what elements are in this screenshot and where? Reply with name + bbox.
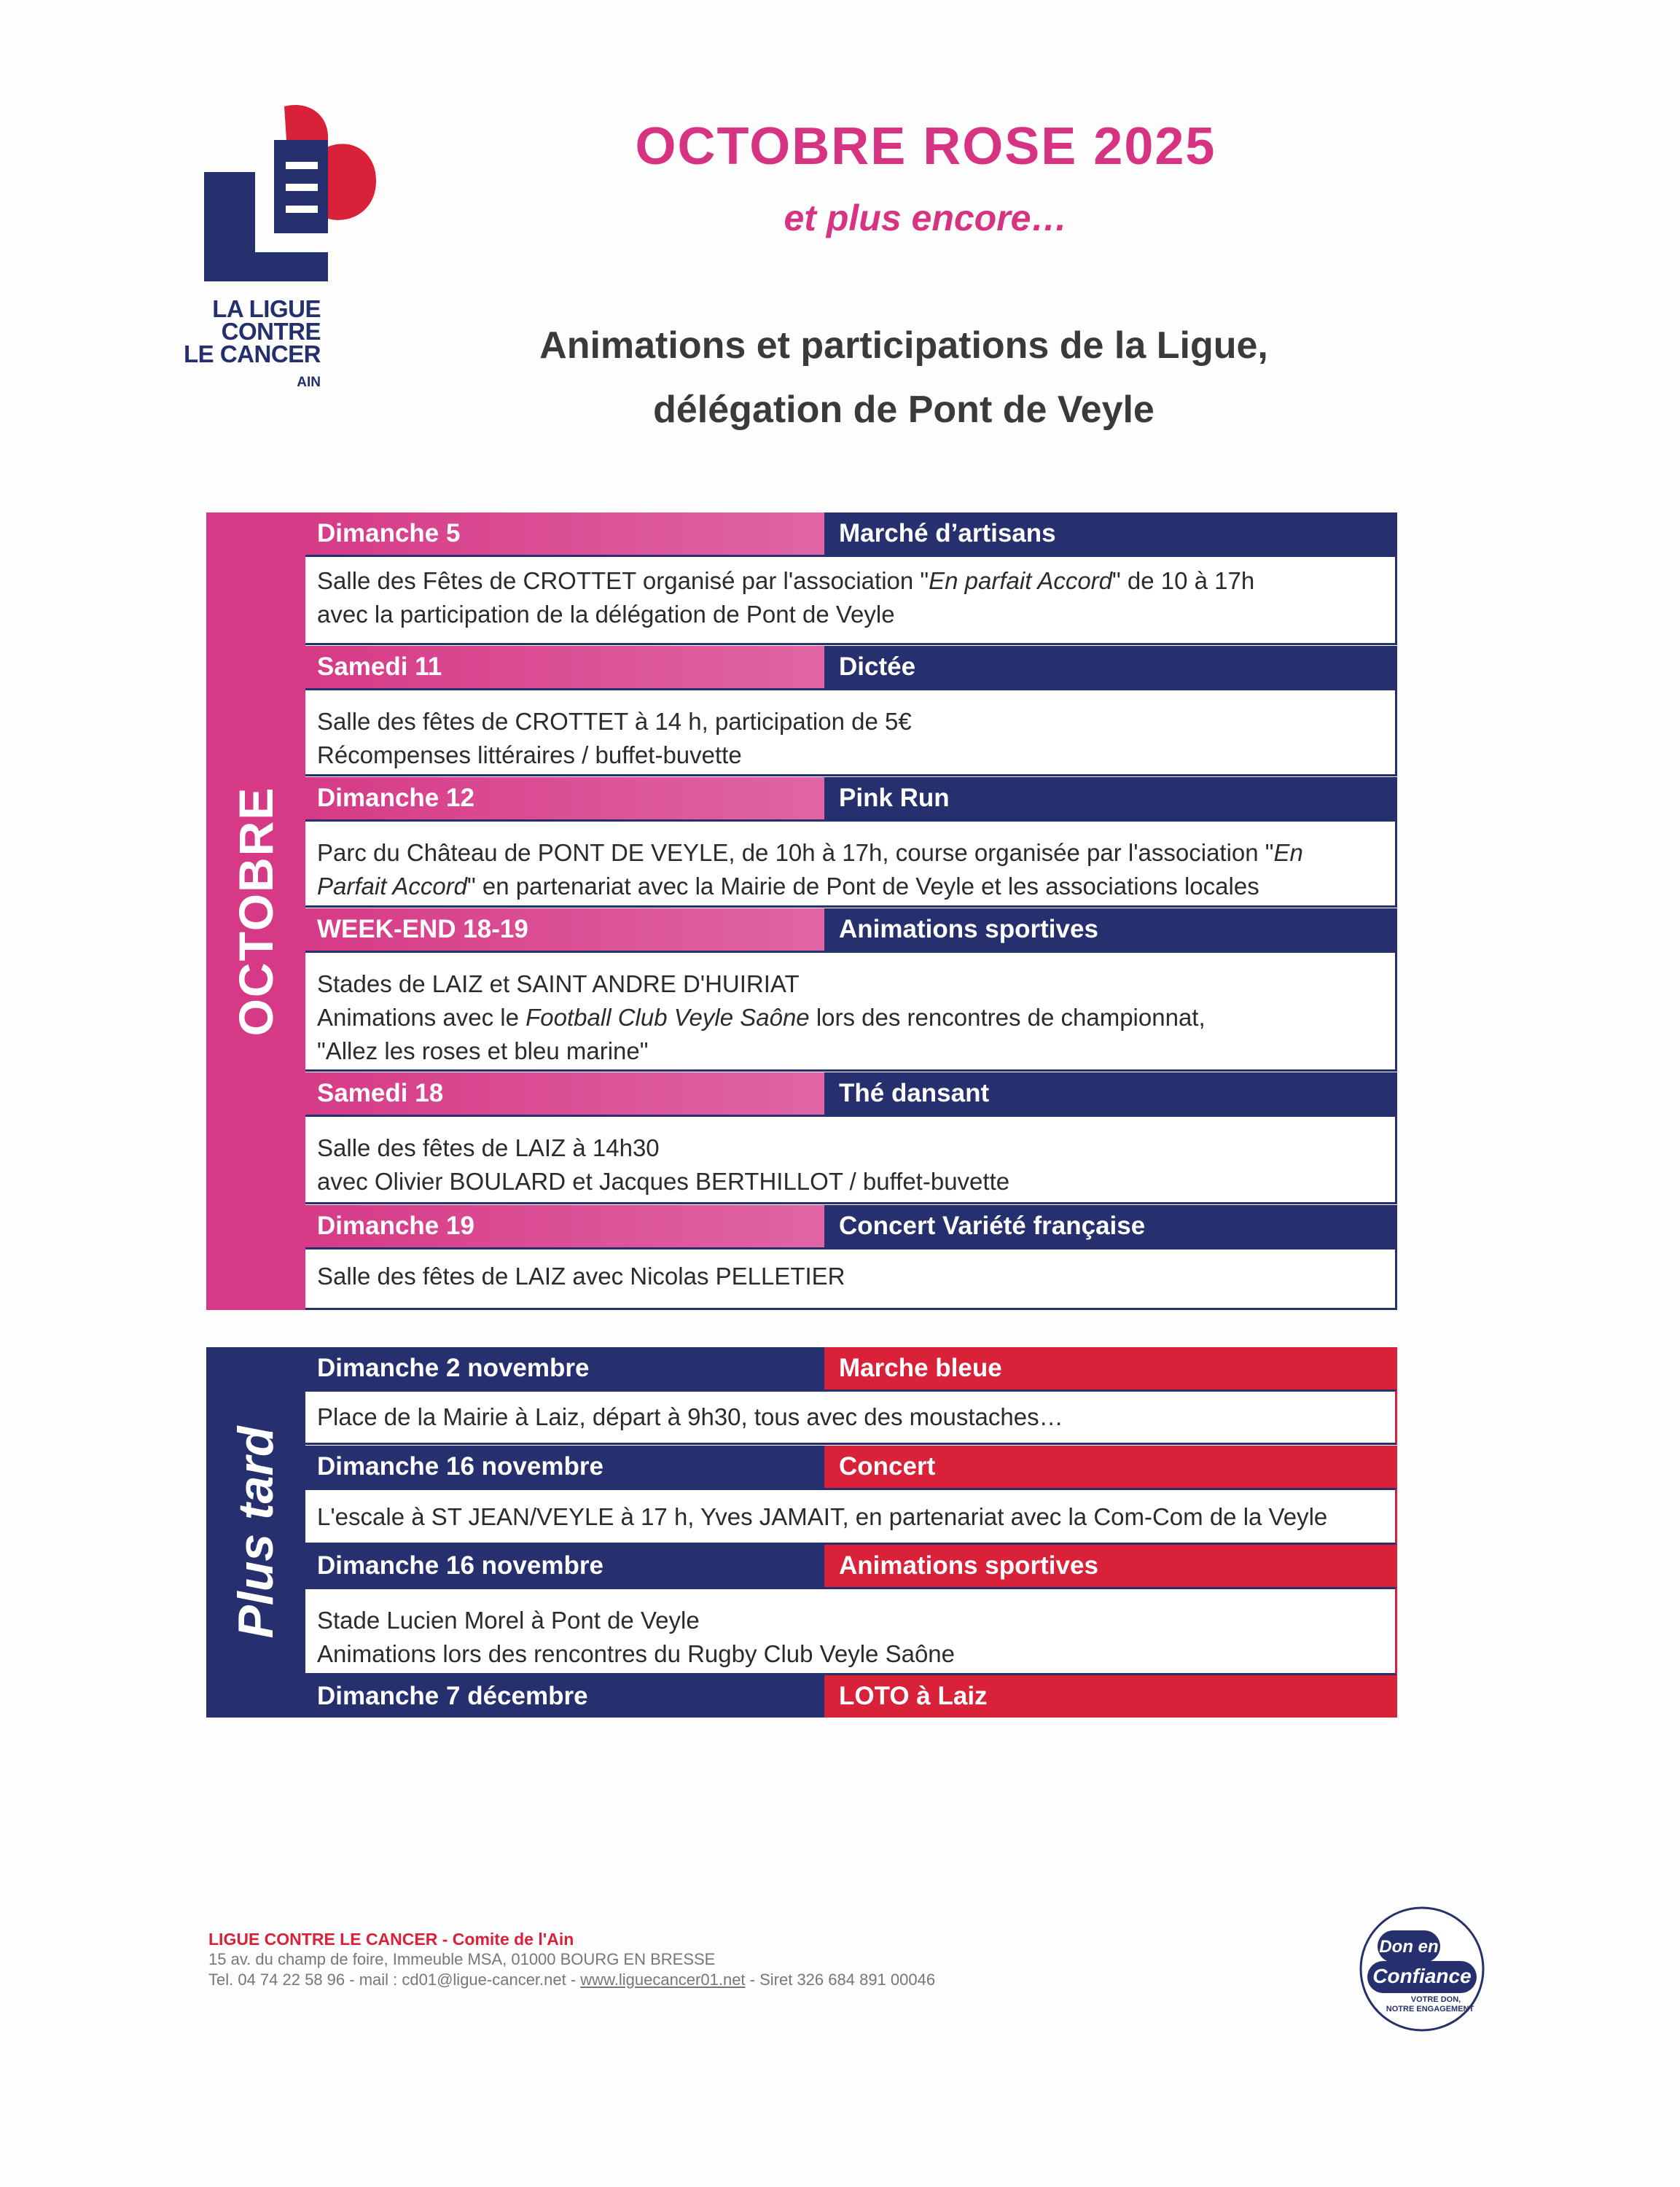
event-detail-text: Salle des fêtes de LAIZ à 14h30	[317, 1134, 660, 1161]
event-name: Marché d’artisans	[824, 512, 1397, 555]
ligue-heart-logo-icon	[204, 102, 386, 284]
event-detail-text: " de 10 à 17h	[1112, 567, 1255, 594]
event-details	[305, 1247, 1397, 1310]
later-schedule	[206, 1347, 1397, 1718]
event-header	[305, 512, 1397, 555]
event-detail-line	[317, 1500, 1395, 1534]
event-detail-line	[317, 967, 1395, 1001]
event-name: Concert	[824, 1446, 1397, 1488]
event-detail-italic: Parfait Accord	[317, 873, 468, 900]
event-detail-line	[317, 836, 1395, 870]
event-date: Dimanche 12	[305, 777, 824, 819]
event-details	[305, 819, 1397, 908]
event-date: Dimanche 19	[305, 1205, 824, 1247]
event-detail-line	[317, 1260, 1395, 1293]
event-details	[305, 1587, 1397, 1675]
badge-line-1: Don en	[1379, 1937, 1439, 1957]
event-date: Samedi 18	[305, 1072, 824, 1115]
event-header	[305, 1675, 1397, 1718]
event-detail-line	[317, 1604, 1395, 1637]
event-detail-line	[317, 564, 1395, 598]
event-detail-line	[317, 738, 1395, 772]
event-detail-text: Parc du Château de PONT DE VEYLE, de 10h à 17h, course organisée par l'association "	[317, 839, 1274, 866]
event-header	[305, 908, 1397, 951]
event-detail-line	[317, 1131, 1395, 1165]
badge-line-3: VOTRE DON,	[1410, 1995, 1461, 2004]
event-detail-text: Place de la Mairie à Laiz, départ à 9h30, tous avec des moustaches…	[317, 1403, 1063, 1430]
footer-siret: - Siret 326 684 891 00046	[745, 1970, 936, 1989]
event-detail-line	[317, 1637, 1395, 1671]
event-detail-text: Salle des fêtes de CROTTET à 14 h, participation de 5€	[317, 708, 912, 735]
event-detail-text: " en partenariat avec la Mairie de Pont de Veyle et les associations locales	[467, 873, 1259, 900]
later-side-band	[206, 1347, 305, 1718]
event-detail-text: Stade Lucien Morel à Pont de Veyle	[317, 1607, 700, 1634]
event-details	[305, 1389, 1397, 1445]
event-header	[305, 1072, 1397, 1115]
event-date: Dimanche 2 novembre	[305, 1347, 824, 1389]
page-title: OCTOBRE ROSE 2025	[635, 117, 1216, 176]
event-detail-line	[317, 870, 1395, 903]
event-details	[305, 1115, 1397, 1204]
event-name: Concert Variété française	[824, 1205, 1397, 1247]
event-detail-text: avec la participation de la délégation de Pont de Veyle	[317, 601, 895, 628]
footer-contact-prefix: Tel. 04 74 22 58 96 - mail : cd01@ligue-cancer.net -	[208, 1970, 581, 1989]
event-name: Thé dansant	[824, 1072, 1397, 1115]
event-detail-text: Animations lors des rencontres du Rugby Club Veyle Saône	[317, 1640, 955, 1667]
footer-website-link[interactable]: www.liguecancer01.net	[580, 1970, 746, 1989]
event-header	[305, 1347, 1397, 1389]
event-date: Dimanche 16 novembre	[305, 1446, 824, 1488]
event-date: Dimanche 5	[305, 512, 824, 555]
event-name: Pink Run	[824, 777, 1397, 819]
event-detail-italic: En	[1273, 839, 1303, 866]
heading-line-2: délégation de Pont de Veyle	[653, 389, 1154, 431]
page-subtitle: et plus encore…	[784, 198, 1068, 238]
event-header	[305, 1446, 1397, 1488]
event-date: Dimanche 16 novembre	[305, 1545, 824, 1587]
event-header	[305, 1545, 1397, 1587]
badge-line-4: NOTRE ENGAGEMENT	[1386, 2005, 1474, 2013]
event-detail-line	[317, 705, 1395, 738]
footer-contact	[208, 1970, 935, 1990]
logo-line-1: LA LIGUE	[212, 295, 321, 322]
october-side-label: OCTOBRE	[229, 786, 283, 1037]
page-heading	[335, 313, 1472, 442]
badge-line-2: Confiance	[1372, 1965, 1472, 1987]
event-detail-text: Récompenses littéraires / buffet-buvette	[317, 741, 742, 768]
footer-org: LIGUE CONTRE LE CANCER - Comite de l'Ain	[208, 1930, 574, 1949]
logo-line-2: CONTRE	[221, 318, 321, 345]
october-side-band	[206, 512, 305, 1310]
event-details	[305, 688, 1397, 776]
event-name: Animations sportives	[824, 908, 1397, 951]
event-detail-italic: En parfait Accord	[929, 567, 1113, 594]
event-header	[305, 777, 1397, 819]
event-detail-text: Salle des fêtes de LAIZ avec Nicolas PELLETIER	[317, 1263, 845, 1290]
heading-line-1: Animations et participations de la Ligue,	[539, 324, 1268, 367]
event-detail-line	[317, 1034, 1395, 1068]
event-date: Dimanche 7 décembre	[305, 1675, 824, 1718]
event-detail-text: Salle des Fêtes de CROTTET organisé par l'association "	[317, 567, 929, 594]
event-name: Marche bleue	[824, 1347, 1397, 1389]
event-detail-text: Stades de LAIZ et SAINT ANDRE D'HUIRIAT	[317, 970, 800, 997]
event-detail-line	[317, 1001, 1395, 1034]
event-detail-text: Animations avec le	[317, 1004, 526, 1031]
event-name: Dictée	[824, 646, 1397, 688]
event-header	[305, 646, 1397, 688]
event-detail-italic: Football Club Veyle Saône	[526, 1004, 810, 1031]
event-date: WEEK-END 18-19	[305, 908, 824, 951]
event-detail-text: lors des rencontres de championnat,	[809, 1004, 1206, 1031]
event-header	[305, 1205, 1397, 1247]
event-details	[305, 951, 1397, 1072]
event-detail-line	[317, 1400, 1395, 1434]
later-side-label: Plus tard	[228, 1426, 284, 1639]
don-en-confiance-badge-icon	[1357, 1904, 1487, 2034]
event-name: LOTO à Laiz	[824, 1675, 1397, 1718]
footer	[208, 1929, 935, 1990]
event-detail-text: "Allez les roses et bleu marine"	[317, 1037, 649, 1064]
logo-line-3: LE CANCER	[183, 340, 321, 367]
event-detail-text: avec Olivier BOULARD et Jacques BERTHILLOT / buffet-buvette	[317, 1168, 1010, 1195]
logo-region: AIN	[297, 375, 321, 390]
october-schedule	[206, 512, 1397, 1310]
event-details	[305, 1488, 1397, 1545]
event-date: Samedi 11	[305, 646, 824, 688]
event-details	[305, 555, 1397, 645]
event-detail-line	[317, 1165, 1395, 1198]
event-detail-text: L'escale à ST JEAN/VEYLE à 17 h, Yves JAMAIT, en partenariat avec la Com-Com de la Veyle	[317, 1503, 1328, 1530]
event-name: Animations sportives	[824, 1545, 1397, 1587]
footer-address: 15 av. du champ de foire, Immeuble MSA, 01000 BOURG EN BRESSE	[208, 1950, 716, 1968]
event-detail-line	[317, 598, 1395, 631]
